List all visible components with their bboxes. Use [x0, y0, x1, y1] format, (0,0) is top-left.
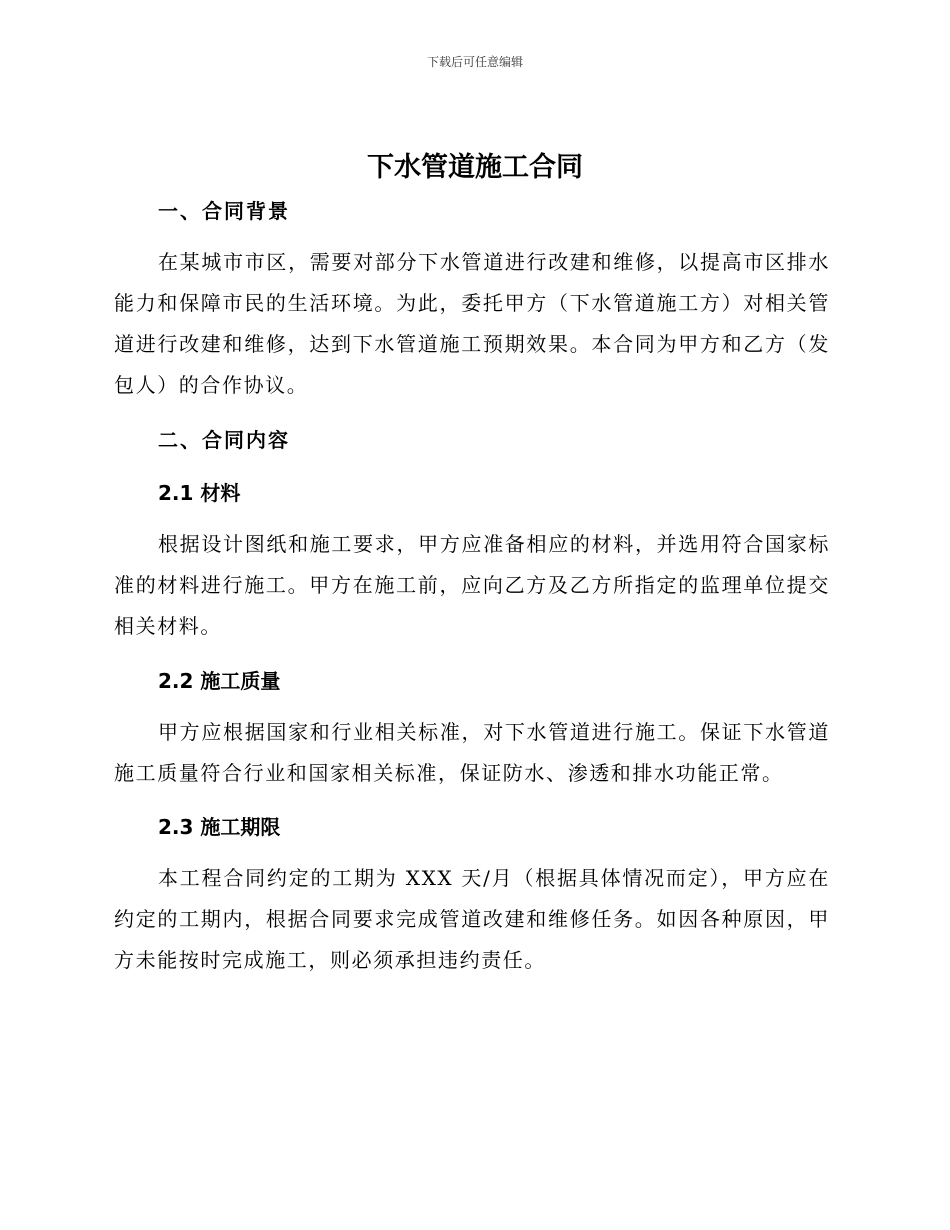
- section-paragraph-background: 在某城市市区，需要对部分下水管道进行改建和维修，以提高市区排水能力和保障市民的生活环境。为此，委托甲方（下水管道施工方）对相关管道进行改建和维修，达到下水管道施工预期效果。本合同为甲方和乙方（发包人）的合作协议。: [114, 250, 830, 397]
- section-heading-background: 一、合同背景: [158, 199, 290, 223]
- section-heading-content: 二、合同内容: [158, 428, 290, 452]
- subsection-paragraph-materials: 根据设计图纸和施工要求，甲方应准备相应的材料，并选用符合国家标准的材料进行施工。甲方在施工前，应向乙方及乙方所指定的监理单位提交相关材料。: [114, 532, 830, 638]
- subsection-paragraph-schedule: 本工程合同约定的工期为 XXX 天/月（根据具体情况而定），甲方应在约定的工期内，根据合同要求完成管道改建和维修任务。如因各种原因，甲方未能按时完成施工，则必须承担违约责任。: [114, 866, 830, 972]
- subsection-heading-materials: 2.1 材料: [158, 481, 241, 505]
- subsection-heading-schedule: 2.3 施工期限: [158, 815, 281, 839]
- subsection-heading-quality: 2.2 施工质量: [158, 669, 281, 693]
- subsection-paragraph-quality: 甲方应根据国家和行业相关标准，对下水管道进行施工。保证下水管道施工质量符合行业和国家相关标准，保证防水、渗透和排水功能正常。: [114, 720, 830, 785]
- document-title: 下水管道施工合同: [367, 152, 583, 183]
- page-header-note: 下载后可任意编辑: [426, 55, 523, 69]
